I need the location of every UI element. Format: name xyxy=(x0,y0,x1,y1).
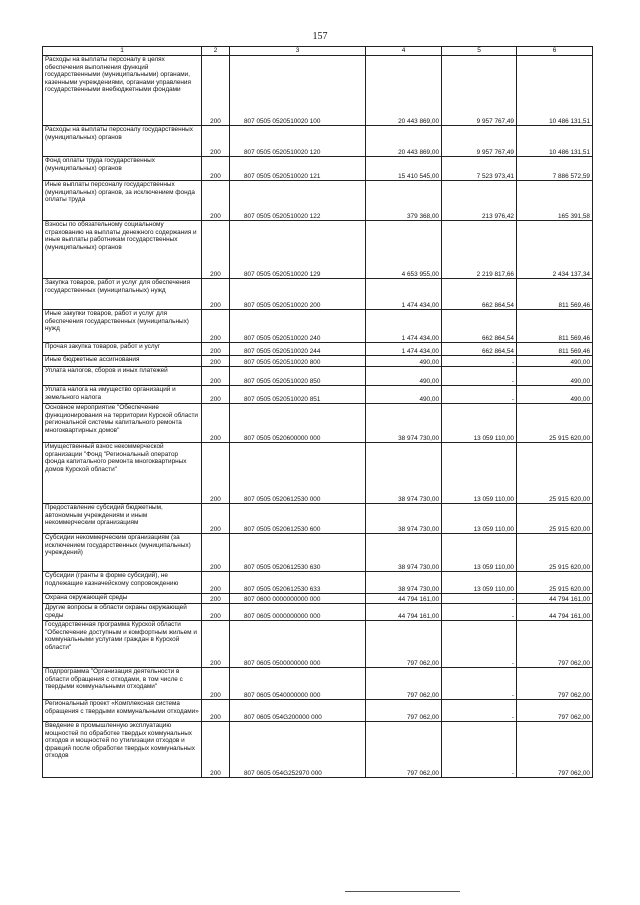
row-approved: 797 062,00 xyxy=(366,722,442,778)
row-remaining: 10 486 131,51 xyxy=(517,126,593,157)
row-remaining: 797 062,00 xyxy=(517,722,593,778)
row-executed: - xyxy=(442,722,517,778)
row-kbk: 807 0505 0520510020 200 xyxy=(230,279,366,310)
row-approved: 15 410 545,00 xyxy=(366,157,442,181)
row-remaining: 44 794 161,00 xyxy=(517,604,593,621)
row-name: Охрана окружающей среды xyxy=(43,594,202,604)
row-executed: 2 219 817,66 xyxy=(442,221,517,279)
table-row xyxy=(43,181,593,221)
row-kbk: 807 0505 0520510020 121 xyxy=(230,157,366,181)
row-name: Прочая закупка товаров, работ и услуг xyxy=(43,343,202,356)
table-row xyxy=(43,221,593,279)
table-row xyxy=(43,56,593,126)
row-code: 200 xyxy=(202,668,230,700)
row-remaining: 797 062,00 xyxy=(517,668,593,700)
row-kbk: 807 0505 0520612530 600 xyxy=(230,504,366,534)
row-kbk: 807 0600 0000000000 000 xyxy=(230,594,366,604)
row-kbk: 807 0505 0520612530 000 xyxy=(230,443,366,504)
row-executed: 9 957 767,49 xyxy=(442,56,517,126)
header-cell-3: 3 xyxy=(230,47,366,56)
row-remaining: 25 915 620,00 xyxy=(517,534,593,572)
row-remaining: 10 486 131,51 xyxy=(517,56,593,126)
row-kbk: 807 0505 0520510020 240 xyxy=(230,310,366,343)
table-row xyxy=(43,504,593,534)
row-approved: 44 794 161,00 xyxy=(366,594,442,604)
row-name: Государственная программа Курской области "Обеспечение доступным и комфортным жильем и коммунальными услугами граждан в Курской области" xyxy=(43,621,202,668)
row-code: 200 xyxy=(202,181,230,221)
row-code: 200 xyxy=(202,386,230,404)
row-approved: 379 368,00 xyxy=(366,181,442,221)
row-name: Закупка товаров, работ и услуг для обеспечения государственных (муниципальных) нужд xyxy=(43,279,202,310)
row-executed: - xyxy=(442,356,517,367)
row-executed: 213 976,42 xyxy=(442,181,517,221)
row-executed: 662 864,54 xyxy=(442,343,517,356)
row-name: Подпрограмма "Организация деятельности в области обращения с отходами, в том числе с твердыми коммунальными отходами" xyxy=(43,668,202,700)
row-executed: 13 059 110,00 xyxy=(442,572,517,594)
row-approved: 1 474 434,00 xyxy=(366,279,442,310)
row-approved: 20 443 869,00 xyxy=(366,126,442,157)
row-code: 200 xyxy=(202,722,230,778)
row-kbk: 807 0605 0000000000 000 xyxy=(230,604,366,621)
row-code: 200 xyxy=(202,404,230,443)
row-code: 200 xyxy=(202,343,230,356)
footer-rule xyxy=(345,891,460,892)
row-remaining: 165 391,58 xyxy=(517,181,593,221)
row-remaining: 7 886 572,59 xyxy=(517,157,593,181)
row-remaining: 797 062,00 xyxy=(517,621,593,668)
row-code: 200 xyxy=(202,310,230,343)
header-row xyxy=(43,47,593,56)
row-executed: 9 957 767,49 xyxy=(442,126,517,157)
row-executed: 13 059 110,00 xyxy=(442,504,517,534)
row-code: 200 xyxy=(202,356,230,367)
row-approved: 1 474 434,00 xyxy=(366,310,442,343)
table-row xyxy=(43,722,593,778)
row-code: 200 xyxy=(202,56,230,126)
row-name: Расходы на выплаты персоналу государственных (муниципальных) органов xyxy=(43,126,202,157)
row-remaining: 44 794 161,00 xyxy=(517,594,593,604)
row-name: Предоставление субсидий бюджетным, автономным учреждениям и иным некоммерческим организациям xyxy=(43,504,202,534)
header-cell-5: 5 xyxy=(442,47,517,56)
row-remaining: 811 569,46 xyxy=(517,310,593,343)
row-executed: 13 059 110,00 xyxy=(442,443,517,504)
row-executed: - xyxy=(442,594,517,604)
row-remaining: 490,00 xyxy=(517,386,593,404)
row-name: Другие вопросы в области охраны окружающей среды xyxy=(43,604,202,621)
row-approved: 797 062,00 xyxy=(366,700,442,722)
row-remaining: 25 915 620,00 xyxy=(517,443,593,504)
row-executed: 13 059 110,00 xyxy=(442,534,517,572)
row-approved: 38 974 730,00 xyxy=(366,504,442,534)
row-approved: 490,00 xyxy=(366,367,442,386)
row-code: 200 xyxy=(202,534,230,572)
table-row xyxy=(43,343,593,356)
row-kbk: 807 0505 0520510020 122 xyxy=(230,181,366,221)
header-cell-6: 6 xyxy=(517,47,593,56)
header-cell-4: 4 xyxy=(366,47,442,56)
row-kbk: 807 0605 054G200000 000 xyxy=(230,700,366,722)
row-name: Введение в промышленную эксплуатацию мощностей по обработке твердых коммунальных отходов и мощностей по утилизации отходов и фракций после обработки твердых коммунальных отходов xyxy=(43,722,202,778)
row-remaining: 25 915 620,00 xyxy=(517,572,593,594)
row-kbk: 807 0505 0520510020 129 xyxy=(230,221,366,279)
row-executed: 662 864,54 xyxy=(442,279,517,310)
row-code: 200 xyxy=(202,604,230,621)
row-approved: 797 062,00 xyxy=(366,621,442,668)
row-remaining: 490,00 xyxy=(517,356,593,367)
row-approved: 38 974 730,00 xyxy=(366,572,442,594)
row-kbk: 807 0505 0520510020 800 xyxy=(230,356,366,367)
row-code: 200 xyxy=(202,594,230,604)
row-executed: 662 864,54 xyxy=(442,310,517,343)
row-code: 200 xyxy=(202,367,230,386)
row-remaining: 811 569,46 xyxy=(517,279,593,310)
row-code: 200 xyxy=(202,126,230,157)
row-name: Имущественный взнос некоммерческой организации "Фонд "Региональный оператор фонда капитального ремонта многоквартирных домов Курской области" xyxy=(43,443,202,504)
row-approved: 1 474 434,00 xyxy=(366,343,442,356)
row-kbk: 807 0605 054G252970 000 xyxy=(230,722,366,778)
row-executed: 7 523 973,41 xyxy=(442,157,517,181)
row-kbk: 807 0505 0520510020 100 xyxy=(230,56,366,126)
row-code: 200 xyxy=(202,443,230,504)
row-code: 200 xyxy=(202,221,230,279)
table-row xyxy=(43,572,593,594)
row-code: 200 xyxy=(202,700,230,722)
row-name: Основное мероприятие "Обеспечение функционирования на территории Курской области региональной системы капитального ремонта многоквартирных домов" xyxy=(43,404,202,443)
row-executed: - xyxy=(442,700,517,722)
table-row xyxy=(43,534,593,572)
row-approved: 490,00 xyxy=(366,356,442,367)
row-kbk: 807 0605 0540000000 000 xyxy=(230,668,366,700)
row-approved: 20 443 869,00 xyxy=(366,56,442,126)
table-row xyxy=(43,700,593,722)
row-name: Иные выплаты персоналу государственных (муниципальных) органов, за исключением фонда оплаты труда xyxy=(43,181,202,221)
row-kbk: 807 0605 0500000000 000 xyxy=(230,621,366,668)
table-row xyxy=(43,367,593,386)
row-kbk: 807 0505 0520600000 000 xyxy=(230,404,366,443)
row-name: Субсидии (гранты в форме субсидий), не подлежащие казначейскому сопровождению xyxy=(43,572,202,594)
row-name: Региональный проект «Комплексная система обращения с твердыми коммунальными отходами» xyxy=(43,700,202,722)
table-row xyxy=(43,594,593,604)
row-approved: 797 062,00 xyxy=(366,668,442,700)
table-row xyxy=(43,668,593,700)
row-remaining: 25 915 620,00 xyxy=(517,404,593,443)
row-name: Расходы на выплаты персоналу в целях обеспечения выполнения функций государственными (муниципальными) органами, казенными учреждениями, органами управления государственными внебюджетными фондами xyxy=(43,56,202,126)
row-approved: 38 974 730,00 xyxy=(366,443,442,504)
table-row xyxy=(43,279,593,310)
row-code: 200 xyxy=(202,621,230,668)
row-remaining: 25 915 620,00 xyxy=(517,504,593,534)
row-executed: - xyxy=(442,621,517,668)
row-executed: 13 059 110,00 xyxy=(442,404,517,443)
row-executed: - xyxy=(442,386,517,404)
row-remaining: 811 569,46 xyxy=(517,343,593,356)
table-row xyxy=(43,157,593,181)
row-code: 200 xyxy=(202,157,230,181)
row-kbk: 807 0505 0520612530 630 xyxy=(230,534,366,572)
row-executed: - xyxy=(442,604,517,621)
row-remaining: 2 434 137,34 xyxy=(517,221,593,279)
page-number: 157 xyxy=(312,31,328,42)
row-name: Уплата налогов, сборов и иных платежей xyxy=(43,367,202,386)
row-approved: 490,00 xyxy=(366,386,442,404)
row-kbk: 807 0505 0520612530 633 xyxy=(230,572,366,594)
row-name: Фонд оплаты труда государственных (муниципальных) органов xyxy=(43,157,202,181)
table-row xyxy=(43,126,593,157)
table-row xyxy=(43,604,593,621)
row-name: Субсидии некоммерческим организациям (за исключением государственных (муниципальных) учреждений) xyxy=(43,534,202,572)
row-approved: 4 653 955,00 xyxy=(366,221,442,279)
header-cell-2: 2 xyxy=(202,47,230,56)
table-row xyxy=(43,310,593,343)
row-code: 200 xyxy=(202,572,230,594)
row-approved: 38 974 730,00 xyxy=(366,534,442,572)
row-kbk: 807 0505 0520510020 120 xyxy=(230,126,366,157)
row-executed: - xyxy=(442,668,517,700)
row-remaining: 797 062,00 xyxy=(517,700,593,722)
row-name: Иные закупки товаров, работ и услуг для обеспечения государственных (муниципальных) нужд xyxy=(43,310,202,343)
header-cell-1: 1 xyxy=(43,47,202,56)
row-kbk: 807 0505 0520510020 244 xyxy=(230,343,366,356)
row-approved: 44 794 161,00 xyxy=(366,604,442,621)
row-code: 200 xyxy=(202,279,230,310)
table-row xyxy=(43,356,593,367)
table-row xyxy=(43,404,593,443)
row-code: 200 xyxy=(202,504,230,534)
table-row xyxy=(43,386,593,404)
row-approved: 38 974 730,00 xyxy=(366,404,442,443)
row-remaining: 490,00 xyxy=(517,367,593,386)
row-kbk: 807 0505 0520510020 850 xyxy=(230,367,366,386)
budget-execution-table xyxy=(42,46,593,778)
row-kbk: 807 0505 0520510020 851 xyxy=(230,386,366,404)
row-name: Взносы по обязательному социальному страхованию на выплаты денежного содержания и иные выплаты работникам государственных (муниципальных) органов xyxy=(43,221,202,279)
row-name: Иные бюджетные ассигнования xyxy=(43,356,202,367)
table-row xyxy=(43,443,593,504)
row-executed: - xyxy=(442,367,517,386)
row-name: Уплата налога на имущество организаций и земельного налога xyxy=(43,386,202,404)
table-row xyxy=(43,621,593,668)
